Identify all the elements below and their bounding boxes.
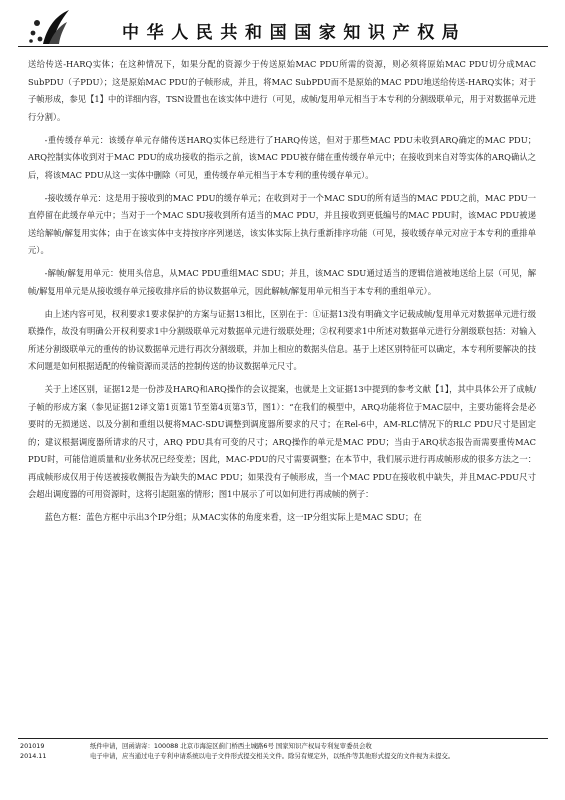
paragraph: 关于上述区别，证据12是一份涉及HARQ和ARQ操作的会议提案，也就是上文证据13中提到的参考文献【1】，其中具体公开了成帧/子帧的形成方案（参见证据12译文第1页第1节至第4页第3节，图1）：“在我们的模型中，ARQ功能将位于MAC层中，主要功能将会是必要时的无损递送、以及分割和重组以便将MAC-SDU调整到调度器所要求的尺寸；在Rel-6中，AM-RLC情况下的RLC PDU尺寸是固定的；建议根据调度器所请求的尺寸，ARQ PDU具有可变的尺寸；ARQ操作的单元是MAC PDU；当由于ARQ状态报告而需要重传MAC PDU时，可能信道质量和/业务状况已经变差；因此，MAC-PDU的尺寸需要调整；在本节中，我们展示进行再成帧形成的很多方法之一：再成帧形成仅用于传送被接收侧报告为缺失的MAC PDU；如果没有子帧形成，当一个MAC PDU在接收机中缺失，并且MAC-PDU尺寸会超出调度器的可用资源时，这将引起阻塞的情形；图1中展示了可以如何进行再成帧的例子： (28, 384, 536, 499)
paragraph: 蓝色方框：蓝色方框中示出3个IP分组；从MAC实体的角度来看，这一IP分组实际上是MAC SDU；在 (44, 512, 422, 522)
form-code: 201019 (20, 742, 45, 750)
footer-divider (18, 738, 548, 739)
org-title: 中华人民共和国国家知识产权局 (122, 23, 467, 43)
paragraph: 由上述内容可见，权利要求1要求保护的方案与证据13相比，区别在于：①证据13没有明确文字记载成帧/复用单元对数据单元进行级联操作，故没有明确公开权利要求1中分割级联单元对数据单元进行级联处理；②权利要求1中所述对数据单元进行分割级联包括：对输入所述分割级联单元的重传的协议数据单元进行再次分割级联，并加上相应的数据头信息。基于上述区别特征可以确定，本专利所要解决的技术问题是如何根据适配的传输资源而灵活的控制传送的协议数据单元尺寸。 (28, 308, 536, 371)
paragraph: -接收缓存单元：这是用于接收到的MAC PDU的缓存单元；在收到对于一个MAC SDU的所有适当的MAC PDU之前，MAC PDU一直停留在此缓存单元中；当对于一个MAC SDU接收到所有适当的MAC PDU，并且接收到更低编号的MAC PDU时，该MAC PDU被递送给解帧/解复用实体；由于在该实体中支持按序序列递送，该实体实际上执行重新排序功能（可见，接收缓存单元对应于本专利的重排单元）。 (28, 192, 536, 255)
paragraph: -重传缓存单元：该缓存单元存储传送HARQ实体已经进行了HARQ传送，但对于那些MAC PDU未收到ARQ确定的MAC PDU；ARQ控制实体收到对于MAC PDU的成功接收的指示之前，该MAC PDU被存储在重传缓存单元中；在接收到来自对等实体的ARQ确认之后，将该MAC PDU从这一实体中删除（可见，重传缓存单元相当于本专利的重传缓存单元）。 (28, 134, 536, 180)
footer-text: 纸件申请，回函请寄：100088 北京市海淀区蓟门桥西土城路6号 国家知识产权局专利复审委员会收 (90, 742, 372, 750)
footer-text: 电子申请，应当通过电子专利申请系统以电子文件形式提交相关文件。除另有规定外，以纸件等其他形式提交的文件视为未提交。 (90, 751, 455, 760)
footer-line (20, 742, 550, 752)
footer-line (20, 752, 550, 762)
paragraph: 送给传送-HARQ实体；在这种情况下，如果分配的资源少于传送原始MAC PDU所需的资源，则必须将原始MAC PDU切分成MAC SubPDU（子PDU）；这是原始MAC PDU的子帧形成，并且，将MAC SubPDU而不是原始的MAC PDU地送给传送-HARQ实体；对于子帧形成，参见【1】中的详细内容，TSN设置也在该实体中进行（可见，成帧/复用单元相当于本专利的分割级联单元，用于对数据单元进行分割）。 (28, 59, 536, 122)
document-body (28, 56, 536, 532)
paragraph: -解帧/解复用单元：使用头信息，从MAC PDU重组MAC SDU；并且，该MAC SDU通过适当的逻辑信道被地送给上层（可见，解帧/解复用单元是从接收缓存单元接收排序后的协议数据单元，因此解帧/解复用单元相当于本专利的重组单元）。 (28, 268, 536, 296)
page-header (0, 0, 565, 58)
sipo-emblem-icon (27, 6, 71, 46)
page-footer (20, 742, 550, 761)
header-divider (18, 46, 548, 47)
form-date: 2014.11 (20, 751, 47, 760)
